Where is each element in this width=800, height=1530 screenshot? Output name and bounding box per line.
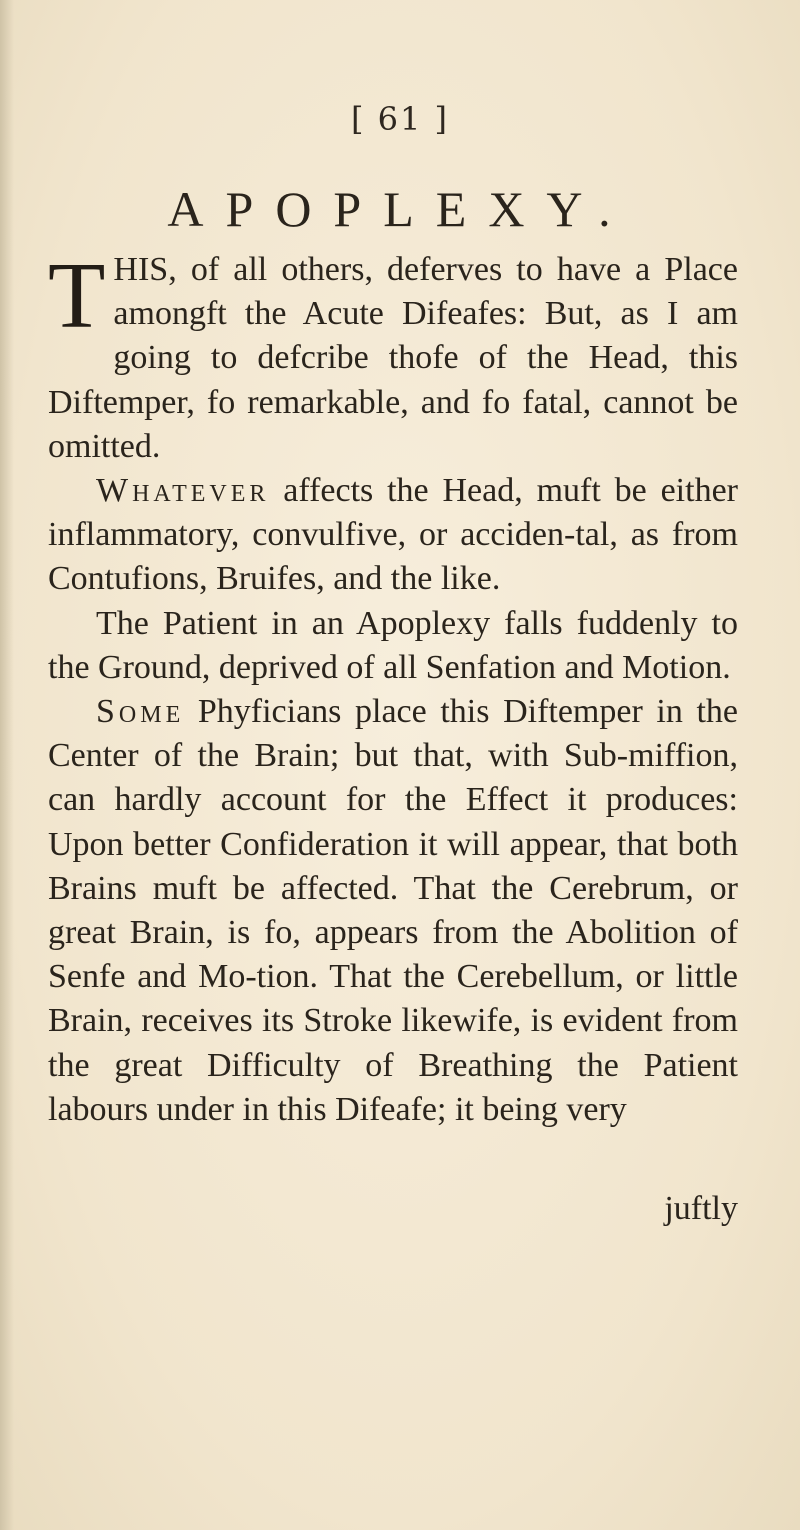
drop-cap: T xyxy=(48,244,106,348)
catchword: juftly xyxy=(664,1190,738,1227)
body-text xyxy=(48,244,738,1132)
paragraph-4-lead: Some xyxy=(96,693,185,731)
page-number: [ 61 ] xyxy=(350,100,450,138)
paragraph-2 xyxy=(48,469,738,602)
paragraph-4 xyxy=(48,690,738,1132)
paragraph-3: The Patient in an Apoplexy falls fuddenly to the Ground, deprived of all Senfation and Motion. xyxy=(48,604,738,686)
paragraph-2-text: affects the Head, muft be either inflammatory, convulfive, or acciden-tal, as from Contufions, Bruifes, and the like. xyxy=(48,472,738,598)
paragraph-1 xyxy=(48,244,738,469)
paragraph-4-text: Phyficians place this Diftemper in the Center of the Brain; but that, with Sub-miffion, can hardly account for the Effect it produces: Upon better Confideration it will appear, that both Brains muft be affected. That the Cerebrum, or great Brain, is fo, appears from the Abolition of Senfe and Mo-tion. That the Cerebellum, or little Brain, receives its Stroke likewife, is evident from the great Difficulty of Breathing the Patient labours under in this Difeafe; it being very xyxy=(48,693,738,1128)
paragraph-1-text: HIS, of all others, deferves to have a Place amongft the Acute Difeafes: But, as I am going to defcribe thofe of the Head, this Diftemper, fo remarkable, and fo fatal, cannot be omitted. xyxy=(48,251,738,465)
paragraph-2-lead: Whatever xyxy=(96,472,270,510)
chapter-title: APOPLEXY. xyxy=(167,181,633,237)
